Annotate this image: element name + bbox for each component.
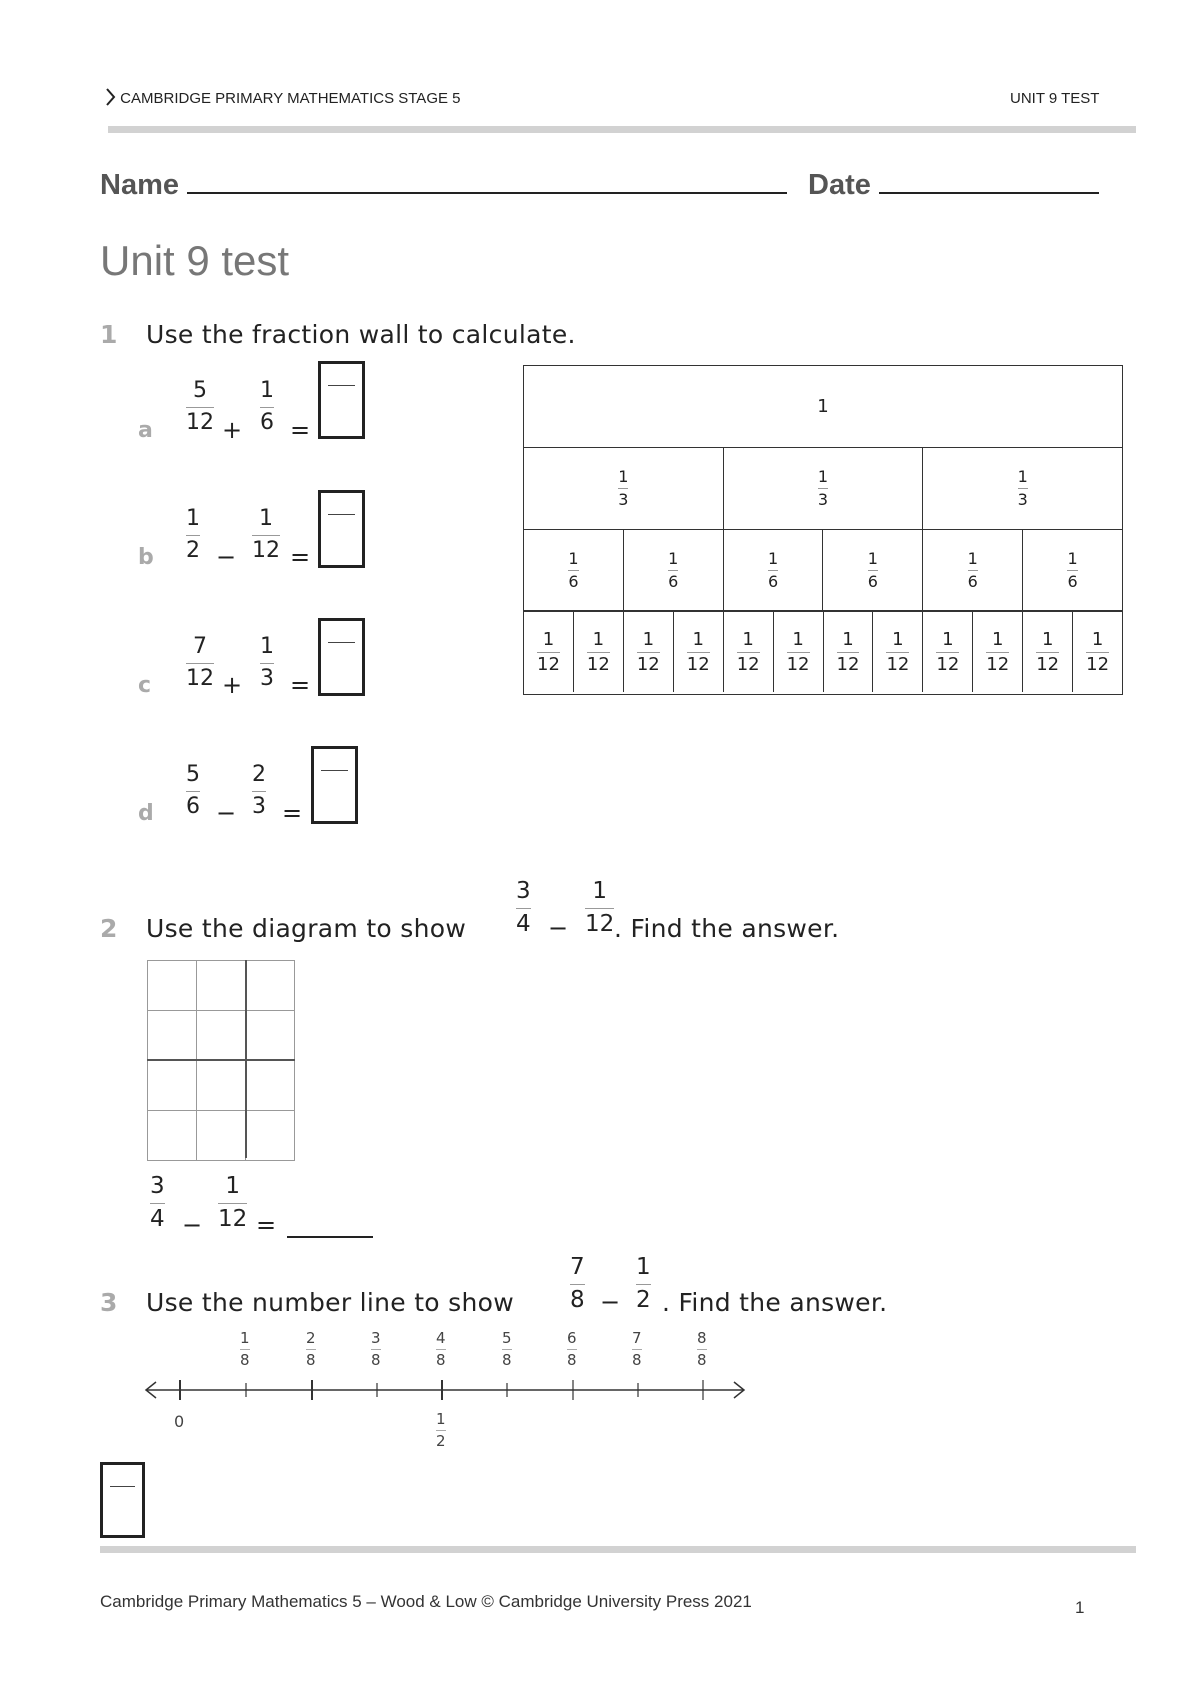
part-letter: c xyxy=(138,673,152,698)
wall-cell-whole: 1 xyxy=(817,396,829,417)
grid-cell[interactable] xyxy=(197,1011,246,1061)
running-header xyxy=(106,88,461,107)
wall-cell-twelfth: 1 12 xyxy=(774,612,824,692)
wall-cell-sixth: 1 6 xyxy=(1067,548,1078,591)
grid-cell[interactable] xyxy=(197,1111,246,1161)
fraction: 1 12 xyxy=(252,506,280,563)
operator: − xyxy=(216,799,237,827)
fraction: 1 6 xyxy=(260,378,274,435)
operator: − xyxy=(216,543,237,571)
fraction: 5 12 xyxy=(186,378,214,435)
grid-cell[interactable] xyxy=(246,961,295,1011)
operator: − xyxy=(548,914,569,942)
grid-cell[interactable] xyxy=(197,1061,246,1111)
wall-cell-twelfth: 1 12 xyxy=(824,612,874,692)
fraction: 3 4 xyxy=(150,1173,165,1232)
wall-cell-sixth: 1 6 xyxy=(923,530,1023,610)
equals-sign: = xyxy=(256,1211,277,1239)
grid-divider xyxy=(147,1059,295,1061)
footer-credit: Cambridge Primary Mathematics 5 – Wood & Low © Cambridge University Press 2021 xyxy=(100,1592,752,1611)
part-letter: a xyxy=(138,418,153,443)
wall-cell-sixth: 1 6 xyxy=(524,530,624,610)
tick-label: 5 8 xyxy=(502,1329,512,1369)
wall-row-whole xyxy=(524,366,1122,448)
wall-cell-twelfth: 1 12 xyxy=(873,612,923,692)
operator: + xyxy=(222,671,243,699)
question-number: 2 xyxy=(100,914,118,943)
name-line xyxy=(187,166,787,194)
zero-label: 0 xyxy=(174,1412,185,1431)
fraction: 7 8 xyxy=(570,1254,585,1313)
tick-label: 2 8 xyxy=(306,1329,316,1369)
wall-cell-sixth: 1 6 xyxy=(624,530,724,610)
fraction: 5 6 xyxy=(186,762,200,819)
wall-row-sixths xyxy=(524,530,1122,612)
fraction: 1 3 xyxy=(260,634,274,691)
fraction: 1 12 xyxy=(218,1173,248,1232)
answer-box[interactable] xyxy=(100,1462,145,1538)
part-letter: b xyxy=(138,545,154,570)
date-label: Date xyxy=(808,169,871,201)
grid-cell[interactable] xyxy=(246,1111,295,1161)
question-prompt-end: . Find the answer. xyxy=(662,1288,888,1317)
question-prompt-start: Use the diagram to show xyxy=(146,914,467,943)
header-title: CAMBRIDGE PRIMARY MATHEMATICS STAGE 5 xyxy=(120,90,461,107)
equals-sign: = xyxy=(290,671,311,699)
part-letter: d xyxy=(138,801,154,826)
wall-cell-third: 1 3 xyxy=(724,448,924,529)
wall-cell-sixth: 1 6 xyxy=(724,530,824,610)
fraction: 1 2 xyxy=(636,1254,651,1313)
wall-cell-third: 1 3 xyxy=(524,448,724,529)
wall-cell-sixth: 1 6 xyxy=(823,530,923,610)
grid-cell[interactable] xyxy=(148,961,197,1011)
header-unit: UNIT 9 TEST xyxy=(1010,90,1100,107)
date-line xyxy=(879,166,1099,194)
fraction: 7 12 xyxy=(186,634,214,691)
grid-cell[interactable] xyxy=(148,1061,197,1111)
tick-label: 6 8 xyxy=(567,1329,577,1369)
fraction: 2 3 xyxy=(252,762,266,819)
wall-row-thirds xyxy=(524,448,1122,530)
wall-cell-twelfth: 1 12 xyxy=(923,612,973,692)
fraction: 3 4 xyxy=(516,878,531,937)
wall-cell-twelfth: 1 12 xyxy=(1086,628,1110,675)
fraction: 1 2 xyxy=(186,506,200,563)
answer-box[interactable] xyxy=(311,746,358,824)
question-prompt-end: . Find the answer. xyxy=(614,914,840,943)
page-title: Unit 9 test xyxy=(100,237,290,284)
operator: − xyxy=(182,1211,203,1239)
grid-cell[interactable] xyxy=(246,1011,295,1061)
grid-cell[interactable] xyxy=(148,1111,197,1161)
question-prompt: Use the fraction wall to calculate. xyxy=(146,320,576,349)
operator: − xyxy=(600,1288,621,1316)
equals-sign: = xyxy=(290,416,311,444)
name-label: Name xyxy=(100,169,179,201)
question-prompt-start: Use the number line to show xyxy=(146,1288,514,1317)
footer-rule xyxy=(100,1546,1136,1553)
tick-label: 3 8 xyxy=(371,1329,381,1369)
tick-label: 1 8 xyxy=(240,1329,250,1369)
wall-cell-twelfth: 1 12 xyxy=(524,612,574,692)
fraction: 1 12 xyxy=(585,878,615,937)
tick-label: 8 8 xyxy=(697,1329,707,1369)
wall-cell-twelfth: 1 12 xyxy=(973,612,1023,692)
header-rule xyxy=(108,126,1136,133)
tick-label: 7 8 xyxy=(632,1329,642,1369)
wall-cell-twelfth: 1 12 xyxy=(574,612,624,692)
wall-cell-twelfth: 1 12 xyxy=(1023,612,1073,692)
date-field[interactable] xyxy=(808,166,1099,202)
page-number: 1 xyxy=(1075,1598,1085,1617)
grid-cell[interactable] xyxy=(246,1061,295,1111)
question-number: 3 xyxy=(100,1288,118,1317)
equals-sign: = xyxy=(290,543,311,571)
wall-cell-twelfth: 1 12 xyxy=(624,612,674,692)
chevron-right-icon xyxy=(106,88,116,106)
wall-cell-twelfth: 1 12 xyxy=(724,612,774,692)
fraction-wall xyxy=(523,365,1123,695)
half-label: 1 2 xyxy=(436,1410,446,1450)
grid-cell[interactable] xyxy=(148,1011,197,1061)
wall-cell-twelfth: 1 12 xyxy=(674,612,724,692)
grid-cell[interactable] xyxy=(197,961,246,1011)
name-field[interactable] xyxy=(100,166,787,202)
operator: + xyxy=(222,416,243,444)
number-line xyxy=(140,1370,760,1410)
answer-box[interactable] xyxy=(318,618,365,696)
answer-line[interactable] xyxy=(287,1216,373,1242)
tick-label: 4 8 xyxy=(436,1329,446,1369)
wall-row-twelfths xyxy=(524,612,1122,692)
question-number: 1 xyxy=(100,320,118,349)
answer-box[interactable] xyxy=(318,490,365,568)
equals-sign: = xyxy=(282,799,303,827)
answer-box[interactable] xyxy=(318,361,365,439)
wall-cell-third: 1 3 xyxy=(1017,467,1028,509)
